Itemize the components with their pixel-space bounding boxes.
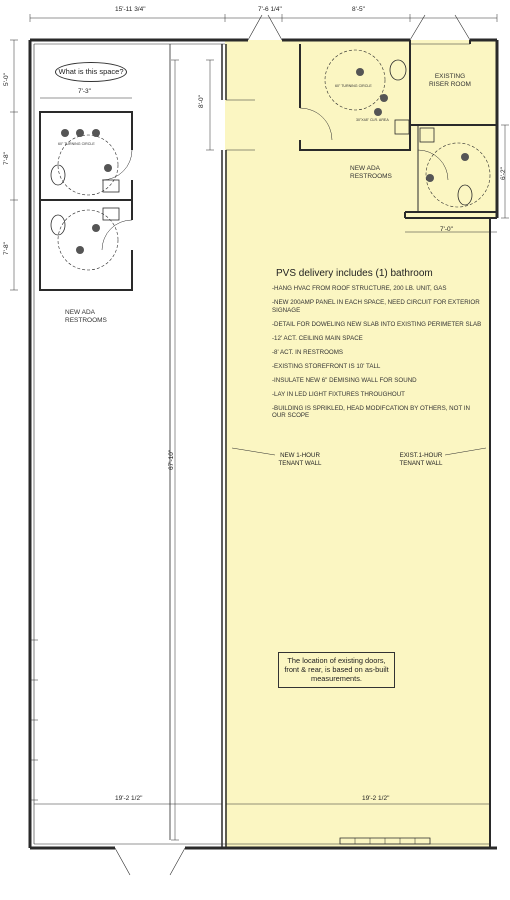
- note-item: -INSULATE NEW 6" DEMISING WALL FOR SOUND: [272, 376, 417, 384]
- right-restrooms-label: NEW ADA RESTROOMS: [350, 165, 392, 180]
- turning-circle-label-left: 60" TURNING CIRCLE: [58, 142, 95, 146]
- dim-left-v3: 7'-8": [3, 242, 10, 255]
- note-item: -DETAIL FOR DOWELING NEW SLAB INTO EXISTING PERIMETER SLAB: [272, 320, 482, 328]
- as-built-callout: The location of existing doors, front & rear, is based on as-built measurements.: [278, 652, 395, 688]
- note-item: -12' ACT. CEILING MAIN SPACE: [272, 334, 363, 342]
- clr-area-label: 30"X48" CLR. AREA: [356, 118, 389, 122]
- exist-tenant-wall-label: EXIST.1-HOUR TENANT WALL: [399, 452, 443, 467]
- dim-overall-v: 67'-10": [168, 449, 175, 470]
- demising-walls: [170, 44, 226, 848]
- riser-room-label: EXISTING RISER ROOM: [429, 73, 471, 88]
- highlighted-tenant-area: [225, 40, 497, 848]
- dim-left-v1: 5'-0": [3, 73, 10, 86]
- note-item: -BUILDING IS SPRIKLED, HEAD MODIFCATION BY OTHERS, NOT IN OUR SCOPE: [272, 404, 471, 419]
- dim-left-a: 7'-3": [78, 88, 91, 95]
- dim-left-v2: 7'-8": [3, 152, 10, 165]
- delivery-title: PVS delivery includes (1) bathroom: [276, 268, 433, 279]
- turning-circle-label-right: 60" TURNING CIRCLE: [335, 84, 372, 88]
- note-item: -EXISTING STOREFRONT IS 10' TALL: [272, 362, 381, 370]
- question-bubble: What is this space?: [55, 62, 127, 82]
- dim-top-left: 15'-11 3/4": [115, 6, 146, 13]
- new-tenant-wall-label: NEW 1-HOUR TENANT WALL: [278, 452, 322, 467]
- note-item: -LAY IN LED LIGHT FIXTURES THROUGHOUT: [272, 390, 405, 398]
- dim-top-mid: 7'-6 1/4": [258, 6, 282, 13]
- dim-door-v: 8'-0": [198, 95, 205, 108]
- note-item: -8' ACT. IN RESTROOMS: [272, 348, 343, 356]
- notes-list: [272, 285, 482, 426]
- note-item: -HANG HVAC FROM ROOF STRUCTURE, 200 LB. UNIT, GAS: [272, 285, 447, 292]
- left-fixture-markers: [61, 129, 112, 254]
- dim-bottom-left: 19'-2 1/2": [115, 795, 143, 802]
- dim-right-h: 7'-0": [440, 226, 453, 233]
- dim-bottom-right: 19'-2 1/2": [362, 795, 390, 802]
- left-restrooms: [40, 112, 132, 290]
- note-item: -NEW 200AMP PANEL IN EACH SPACE, NEED CIRCUIT FOR EXTERIOR SIGNAGE: [272, 299, 480, 314]
- dim-top-right: 8'-5": [352, 6, 365, 13]
- left-restrooms-label: NEW ADA RESTROOMS: [65, 309, 107, 324]
- dim-right-v: 6'-2": [500, 167, 507, 180]
